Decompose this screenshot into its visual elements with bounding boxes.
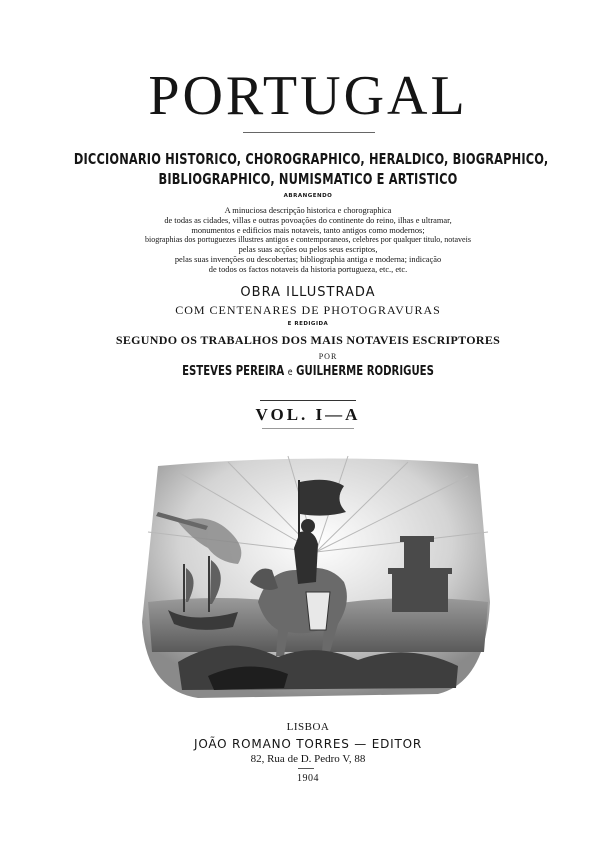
redigida-label: E REDIGIDA [287, 321, 329, 327]
por-label: POR [318, 352, 338, 361]
segundo-line: SEGUNDO OS TRABALHOS DOS MAIS NOTAVEIS ESCRIPTORES [115, 333, 501, 347]
volume-label: VOL. I—A [255, 405, 361, 424]
description-line: monumentos e edificios mais notaveis, tanto antigos como modernos; [191, 225, 425, 235]
author-second: GUILHERME RODRIGUES [296, 364, 434, 379]
description-line: pelas suas acções ou pelos seus escriptos, [238, 245, 378, 255]
imprint-publisher: JOÃO ROMANO TORRES — EDITOR [194, 737, 422, 751]
author-first: ESTEVES PEREIRA [182, 364, 285, 379]
subtitle-line-2: BIBLIOGRAPHICO, NUMISMATICO E ARTISTICO [158, 170, 458, 188]
description-line: biographias dos portuguezes illustres antigos e contemporaneos, celebres por qualquer titulo, notaveis [145, 235, 471, 245]
description-line: de todas as cidades, villas e outras povoações do continente do reino, ilhas e ultramar, [164, 215, 452, 225]
photogravuras-line: COM CENTENARES DE PHOTOGRAVURAS [175, 303, 441, 317]
authors-line [68, 364, 548, 379]
imprint-address: 82, Rua de D. Pedro V, 88 [250, 753, 366, 765]
year-rule [298, 768, 314, 769]
obra-illustrada: OBRA ILLUSTRADA [240, 285, 376, 300]
volume-rule-top [260, 400, 356, 401]
imprint-year: 1904 [297, 773, 319, 784]
description-block [0, 206, 616, 275]
title-divider [243, 132, 375, 133]
imprint-city: LISBOA [286, 721, 330, 733]
description-line: de todos os factos notaveis da historia portugueza, etc., etc. [208, 264, 408, 274]
description-line: pelas suas invenções ou descobertas; bibliographia antiga e moderna; indicação [174, 254, 442, 264]
author-conjunction: e [287, 367, 293, 378]
volume-rule-bottom [262, 428, 354, 429]
description-line: A minuciosa descripção historica e chorographica [224, 206, 392, 215]
abrangendo-label: ABRANGENDO [283, 193, 333, 199]
book-title: PORTUGAL [148, 65, 468, 127]
frontispiece-illustration [138, 452, 494, 700]
subtitle-line-1: DICCIONARIO HISTORICO, CHOROGRAPHICO, HERALDICO, BIOGRAPHICO, [73, 150, 549, 168]
